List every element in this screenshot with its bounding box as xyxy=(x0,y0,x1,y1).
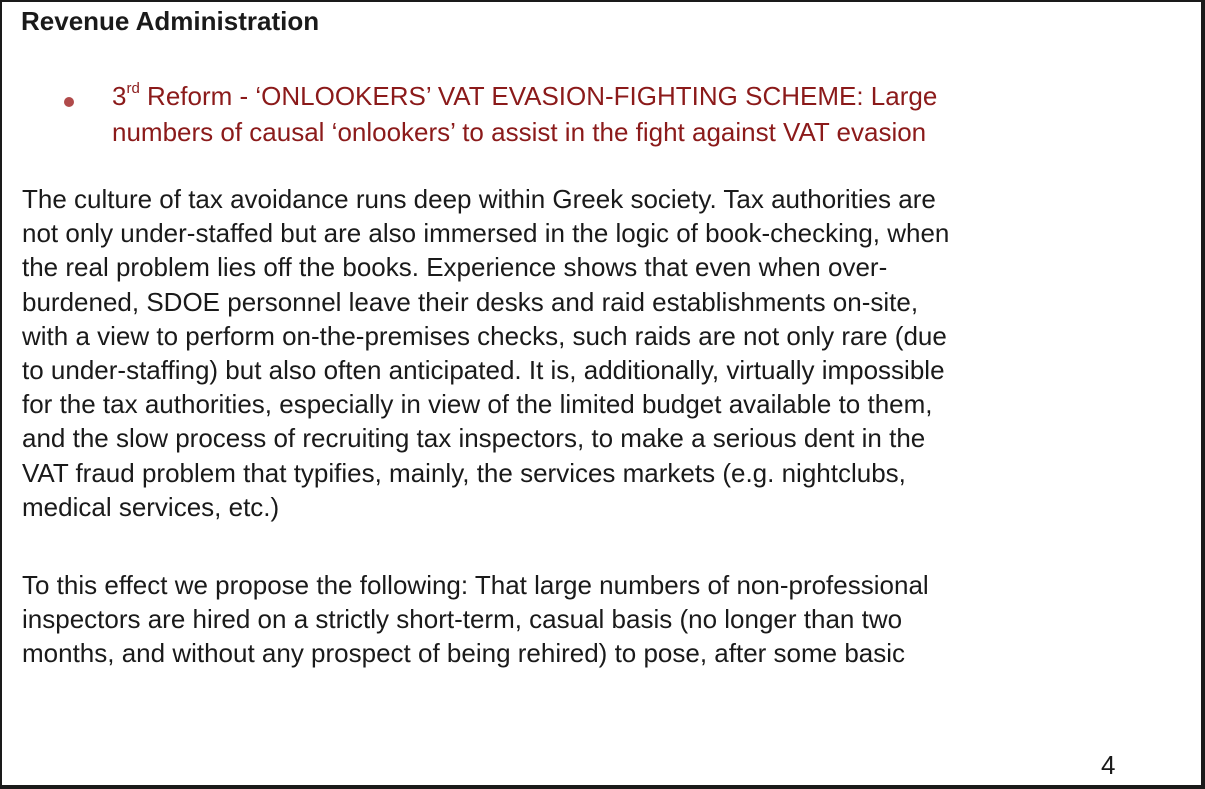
reform-number: 3 xyxy=(112,81,127,111)
ordinal-suffix: rd xyxy=(126,80,140,97)
bullet-dot-icon xyxy=(64,97,74,107)
paragraph-line: not only under-staffed but are also immersed in the logic of book-checking, when xyxy=(22,218,950,249)
paragraph-line: with a view to perform on-the-premises checks, such raids are not only rare (due xyxy=(22,320,947,351)
paragraph-line: and the slow process of recruiting tax inspectors, to make a serious dent in the xyxy=(22,423,926,454)
paragraph-line: The culture of tax avoidance runs deep within Greek society. Tax authorities are xyxy=(22,184,936,214)
body-paragraph-1 xyxy=(22,182,1172,524)
body-paragraph-2 xyxy=(22,568,1172,671)
page-number: 4 xyxy=(1101,750,1116,780)
paragraph-line: months, and without any prospect of being rehired) to pose, after some basic xyxy=(22,638,906,669)
paragraph-line: to under-staffing) but also often anticipated. It is, additionally, virtually impossible xyxy=(22,355,945,386)
paragraph-line: burdened, SDOE personnel leave their desks and raid establishments on-site, xyxy=(22,286,919,317)
bullet-line-2: numbers of causal ‘onlookers’ to assist in the fight against VAT evasion xyxy=(112,117,927,147)
bullet-title: Reform - ‘ONLOOKERS’ VAT EVASION-FIGHTING SCHEME: Large xyxy=(139,81,938,111)
bullet-text xyxy=(112,78,1152,150)
bullet-line-1 xyxy=(112,78,1152,114)
paragraph-line: VAT fraud problem that typifies, mainly, the services markets (e.g. nightclubs, xyxy=(22,457,906,488)
paragraph-line: To this effect we propose the following: That large numbers of non-professional xyxy=(22,570,929,600)
paragraph-line: the real problem lies off the books. Experience shows that even when over- xyxy=(22,252,888,283)
paragraph-line: for the tax authorities, especially in view of the limited budget available to them, xyxy=(22,389,933,420)
paragraph-line: medical services, etc.) xyxy=(22,491,280,522)
section-heading: Revenue Administration xyxy=(21,6,320,36)
paragraph-line: inspectors are hired on a strictly short-term, casual basis (no longer than two xyxy=(22,604,903,635)
